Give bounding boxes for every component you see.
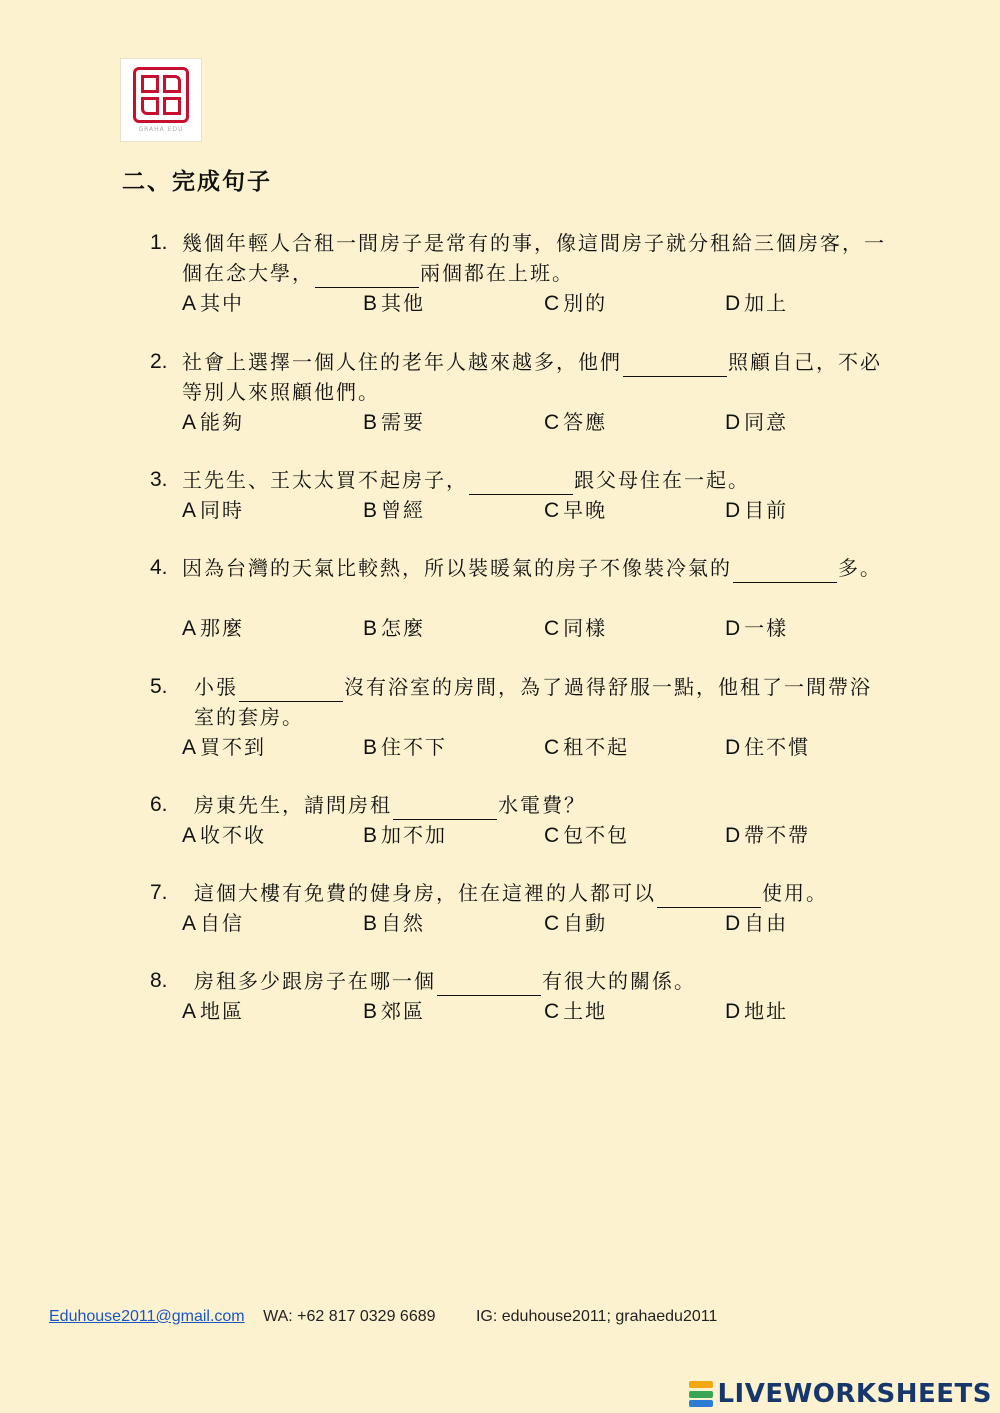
option-c[interactable]: C 土地 (544, 999, 608, 1023)
option-b[interactable]: B 郊區 (363, 999, 426, 1023)
liveworksheets-icon (689, 1381, 713, 1407)
options (182, 495, 902, 525)
option-a[interactable]: A 那麼 (182, 616, 245, 640)
answer-blank[interactable] (623, 352, 727, 377)
options (182, 613, 902, 643)
email-link[interactable]: Eduhouse2011@gmail.com (49, 1308, 245, 1325)
question-number: 1. (150, 231, 168, 254)
option-c[interactable]: C 同樣 (544, 616, 608, 640)
options (182, 288, 902, 318)
question-stem: 房東先生，請問房租 水電費？ (194, 790, 890, 820)
question-stem: 王先生、王太太買不起房子， 跟父母住在一起。 (182, 465, 890, 495)
option-c[interactable]: C 租不起 (544, 735, 630, 759)
option-b[interactable]: B 加不加 (363, 823, 448, 847)
graha-edu-logo (120, 58, 202, 142)
badge-stripe (689, 1381, 713, 1388)
options (182, 908, 902, 938)
option-d[interactable]: D 地址 (725, 999, 789, 1023)
option-d[interactable]: D 自由 (725, 911, 789, 935)
option-a[interactable]: A 其中 (182, 291, 245, 315)
question-stem: 因為台灣的天氣比較熱，所以裝暖氣的房子不像裝冷氣的 多。 (182, 553, 890, 583)
logo-caption: GRAHA EDU (138, 126, 184, 133)
question-number: 6. (150, 793, 168, 816)
option-d[interactable]: D 目前 (725, 498, 789, 522)
badge-stripe (689, 1391, 713, 1398)
question-stem: 房租多少跟房子在哪一個 有很大的關係。 (194, 966, 890, 996)
answer-blank[interactable] (657, 883, 761, 908)
option-d[interactable]: D 帶不帶 (725, 823, 811, 847)
option-c[interactable]: C 別的 (544, 291, 608, 315)
question-number: 5. (150, 675, 168, 698)
answer-blank[interactable] (239, 677, 343, 702)
question-number: 8. (150, 969, 168, 992)
option-a[interactable]: A 地區 (182, 999, 245, 1023)
liveworksheets-brand[interactable] (689, 1375, 992, 1413)
option-a[interactable]: A 買不到 (182, 735, 267, 759)
seal-icon (133, 67, 189, 123)
section-title: 二、完成句子 (122, 168, 272, 195)
question-stem: 小張 沒有浴室的房間，為了過得舒服一點，他租了一間帶浴室的套房。 (194, 675, 872, 729)
answer-blank[interactable] (315, 263, 419, 288)
option-b[interactable]: B 自然 (363, 911, 426, 935)
option-c[interactable]: C 早晚 (544, 498, 608, 522)
option-b[interactable]: B 曾經 (363, 498, 426, 522)
answer-blank[interactable] (733, 558, 837, 583)
instagram-contact: IG: eduhouse2011; grahaedu2011 (475, 1308, 718, 1325)
brand-name: LIVEWORKSHEETS (717, 1379, 992, 1409)
option-d[interactable]: D 住不慣 (725, 735, 811, 759)
option-b[interactable]: B 怎麼 (363, 616, 426, 640)
option-a[interactable]: A 收不收 (182, 823, 267, 847)
options (182, 996, 902, 1026)
badge-stripe (689, 1400, 713, 1407)
option-c[interactable]: C 答應 (544, 410, 608, 434)
option-b[interactable]: B 需要 (363, 410, 426, 434)
question-stem: 幾個年輕人合租一間房子是常有的事，像這間房子就分租給三個房客，一個在念大學， 兩個都在上班。 (182, 228, 890, 288)
footer (49, 1308, 717, 1326)
options (182, 407, 902, 437)
option-b[interactable]: B 住不下 (363, 735, 448, 759)
answer-blank[interactable] (469, 470, 573, 495)
answer-blank[interactable] (437, 971, 541, 996)
question-number: 4. (150, 556, 168, 579)
whatsapp-contact: WA: +62 817 0329 6689 (263, 1308, 436, 1325)
question-number: 3. (150, 468, 168, 491)
option-d[interactable]: D 加上 (725, 291, 789, 315)
option-a[interactable]: A 同時 (182, 498, 245, 522)
option-a[interactable]: A 自信 (182, 911, 245, 935)
question-number: 7. (150, 881, 168, 904)
question-stem: 社會上選擇一個人住的老年人越來越多，他們 照顧自己，不必等別人來照顧他們。 (182, 350, 882, 404)
options (182, 732, 902, 762)
option-b[interactable]: B 其他 (363, 291, 426, 315)
answer-blank[interactable] (393, 795, 497, 820)
option-d[interactable]: D 同意 (725, 410, 789, 434)
option-c[interactable]: C 包不包 (544, 823, 630, 847)
question-stem: 這個大樓有免費的健身房，住在這裡的人都可以 使用。 (194, 878, 890, 908)
option-d[interactable]: D 一樣 (725, 616, 789, 640)
options (182, 820, 902, 850)
question-number: 2. (150, 350, 168, 373)
option-a[interactable]: A 能夠 (182, 410, 245, 434)
option-c[interactable]: C 自動 (544, 911, 608, 935)
